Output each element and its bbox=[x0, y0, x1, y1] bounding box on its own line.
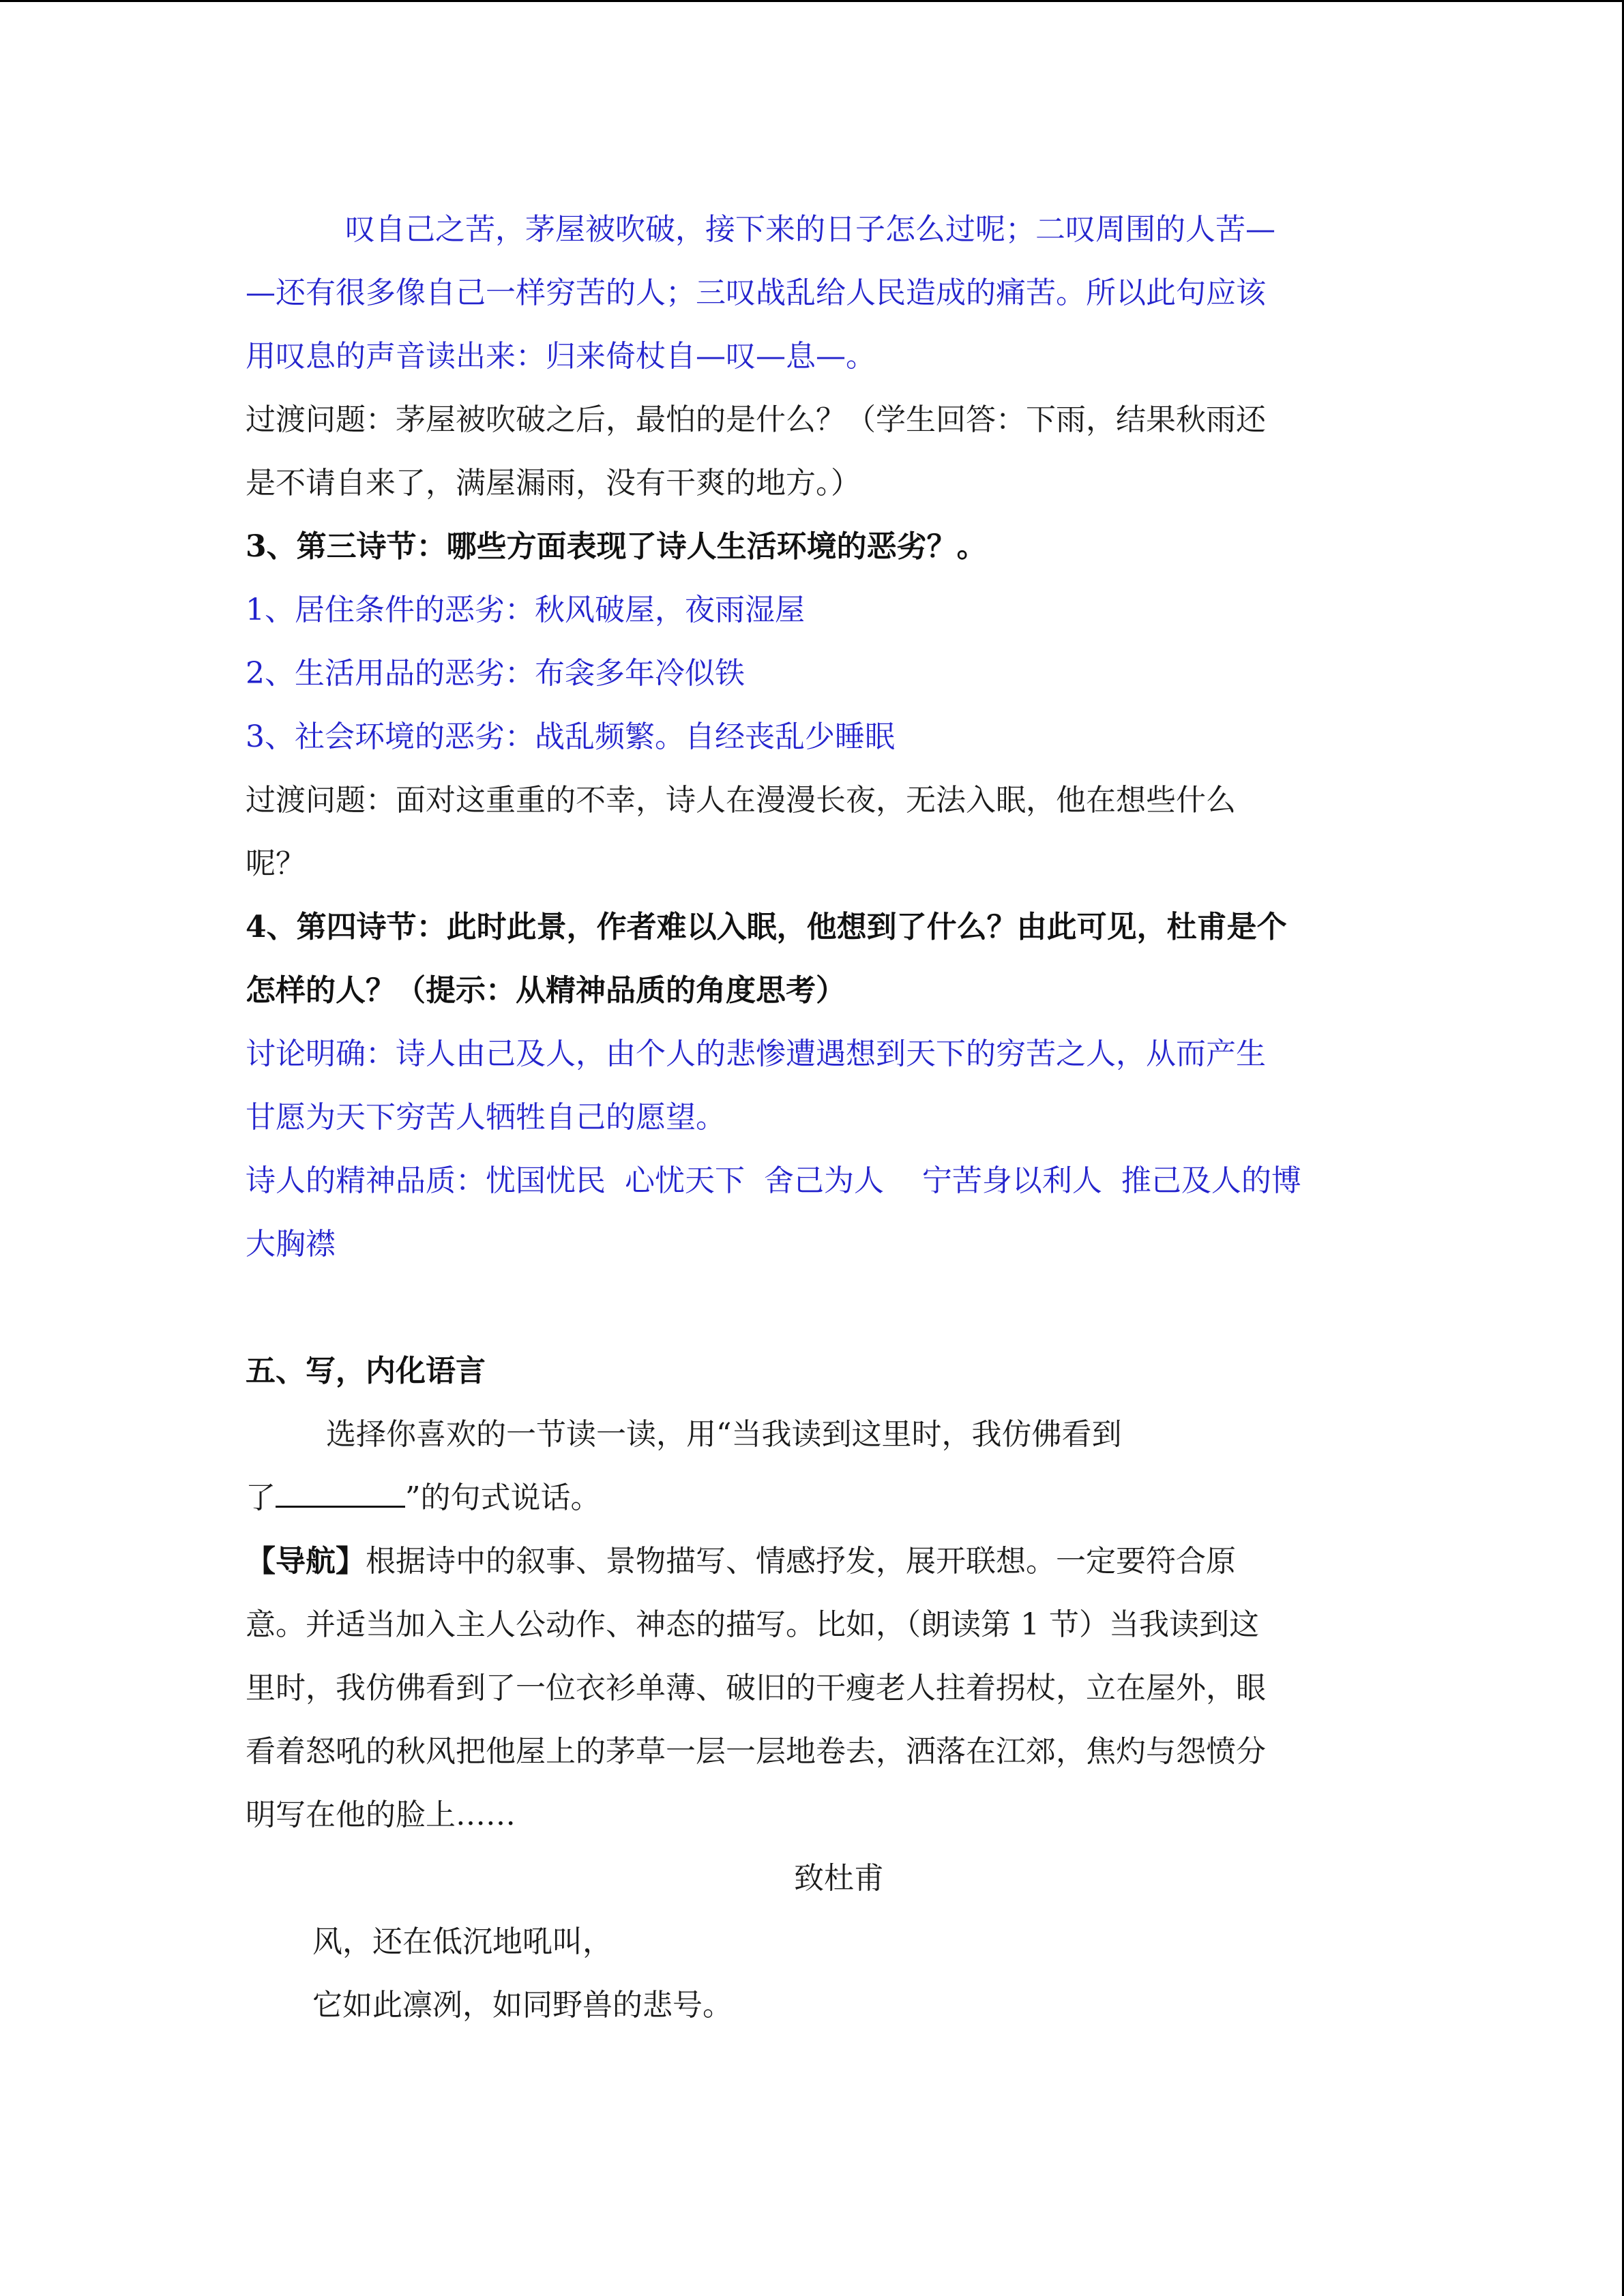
transition-question-line: 是不请自来了，满屋漏雨，没有干爽的地方。） bbox=[246, 466, 861, 501]
fill-in-blank bbox=[276, 1478, 405, 1508]
guide-line: 意。并适当加入主人公动作、神态的描写。比如，（朗读第 1 节）当我读到这 bbox=[246, 1607, 1259, 1642]
section-4-discussion: 甘愿为天下穷苦人牺牲自己的愿望。 bbox=[246, 1100, 726, 1135]
transition-question-line: 过渡问题：面对这重重的不幸，诗人在漫漫长夜，无法入眠，他在想些什么 bbox=[246, 783, 1236, 818]
document-body bbox=[246, 198, 1378, 2037]
guide-line: 明写在他的脸上…… bbox=[246, 1798, 516, 1832]
poem-line: 它如此凛冽，如同野兽的悲号。 bbox=[312, 1988, 733, 2023]
transition-question-line: 过渡问题：茅屋被吹破之后，最怕的是什么？（学生回答：下雨，结果秋雨还 bbox=[246, 402, 1266, 437]
answer-paragraph-line: 叹自己之苦，茅屋被吹破，接下来的日子怎么过呢；二叹周围的人苦— bbox=[345, 212, 1275, 247]
section-4-quality: 大胸襟 bbox=[246, 1227, 336, 1262]
poem-title: 致杜甫 bbox=[794, 1861, 884, 1896]
section-3-item: 3、社会环境的恶劣：战乱频繁。自经丧乱少睡眠 bbox=[246, 719, 895, 754]
guide-line: 里时，我仿佛看到了一位衣衫单薄、破旧的干瘦老人拄着拐杖，立在屋外，眼 bbox=[246, 1671, 1266, 1705]
guide-line bbox=[246, 1530, 1378, 1593]
writing-prompt-line bbox=[246, 1466, 1378, 1530]
prompt-text: 了 bbox=[246, 1480, 276, 1515]
guide-label: 【导航】 bbox=[246, 1544, 366, 1579]
section-3-item: 2、生活用品的恶劣：布衾多年冷似铁 bbox=[246, 656, 745, 691]
prompt-text: ”的句式说话。 bbox=[405, 1480, 601, 1515]
poem-line: 风，还在低沉地吼叫， bbox=[312, 1924, 612, 1959]
guide-line: 看着怒吼的秋风把他屋上的茅草一层一层地卷去，洒落在江郊，焦灼与怨愤分 bbox=[246, 1734, 1266, 1769]
section-5-heading: 五、写，内化语言 bbox=[246, 1354, 486, 1388]
answer-paragraph-line: —还有很多像自己一样穷苦的人；三叹战乱给人民造成的痛苦。所以此句应该 bbox=[246, 275, 1266, 310]
guide-text: 根据诗中的叙事、景物描写、情感抒发，展开联想。一定要符合原 bbox=[366, 1544, 1236, 1579]
answer-paragraph-line: 用叹息的声音读出来：归来倚杖自—叹—息—。 bbox=[246, 339, 876, 374]
section-3-heading: 3、第三诗节：哪些方面表现了诗人生活环境的恶劣？。 bbox=[246, 529, 987, 564]
page-border-top bbox=[0, 0, 1624, 2]
section-4-discussion: 讨论明确：诗人由己及人，由个人的悲惨遭遇想到天下的穷苦之人，从而产生 bbox=[246, 1037, 1266, 1071]
section-4-heading: 怎样的人？（提示：从精神品质的角度思考） bbox=[246, 973, 846, 1008]
transition-question-line: 呢？ bbox=[246, 846, 306, 881]
section-4-quality: 诗人的精神品质：忧国忧民 心忧天下 舍己为人 宁苦身以利人 推己及人的博 bbox=[246, 1163, 1301, 1198]
spacer bbox=[246, 1276, 1378, 1339]
section-3-item: 1、居住条件的恶劣：秋风破屋，夜雨湿屋 bbox=[246, 593, 805, 627]
section-4-heading: 4、第四诗节：此时此景，作者难以入眠，他想到了什么？由此可见，杜甫是个 bbox=[246, 910, 1287, 944]
writing-prompt-line: 选择你喜欢的一节读一读，用“当我读到这里时，我仿佛看到 bbox=[326, 1417, 1122, 1452]
